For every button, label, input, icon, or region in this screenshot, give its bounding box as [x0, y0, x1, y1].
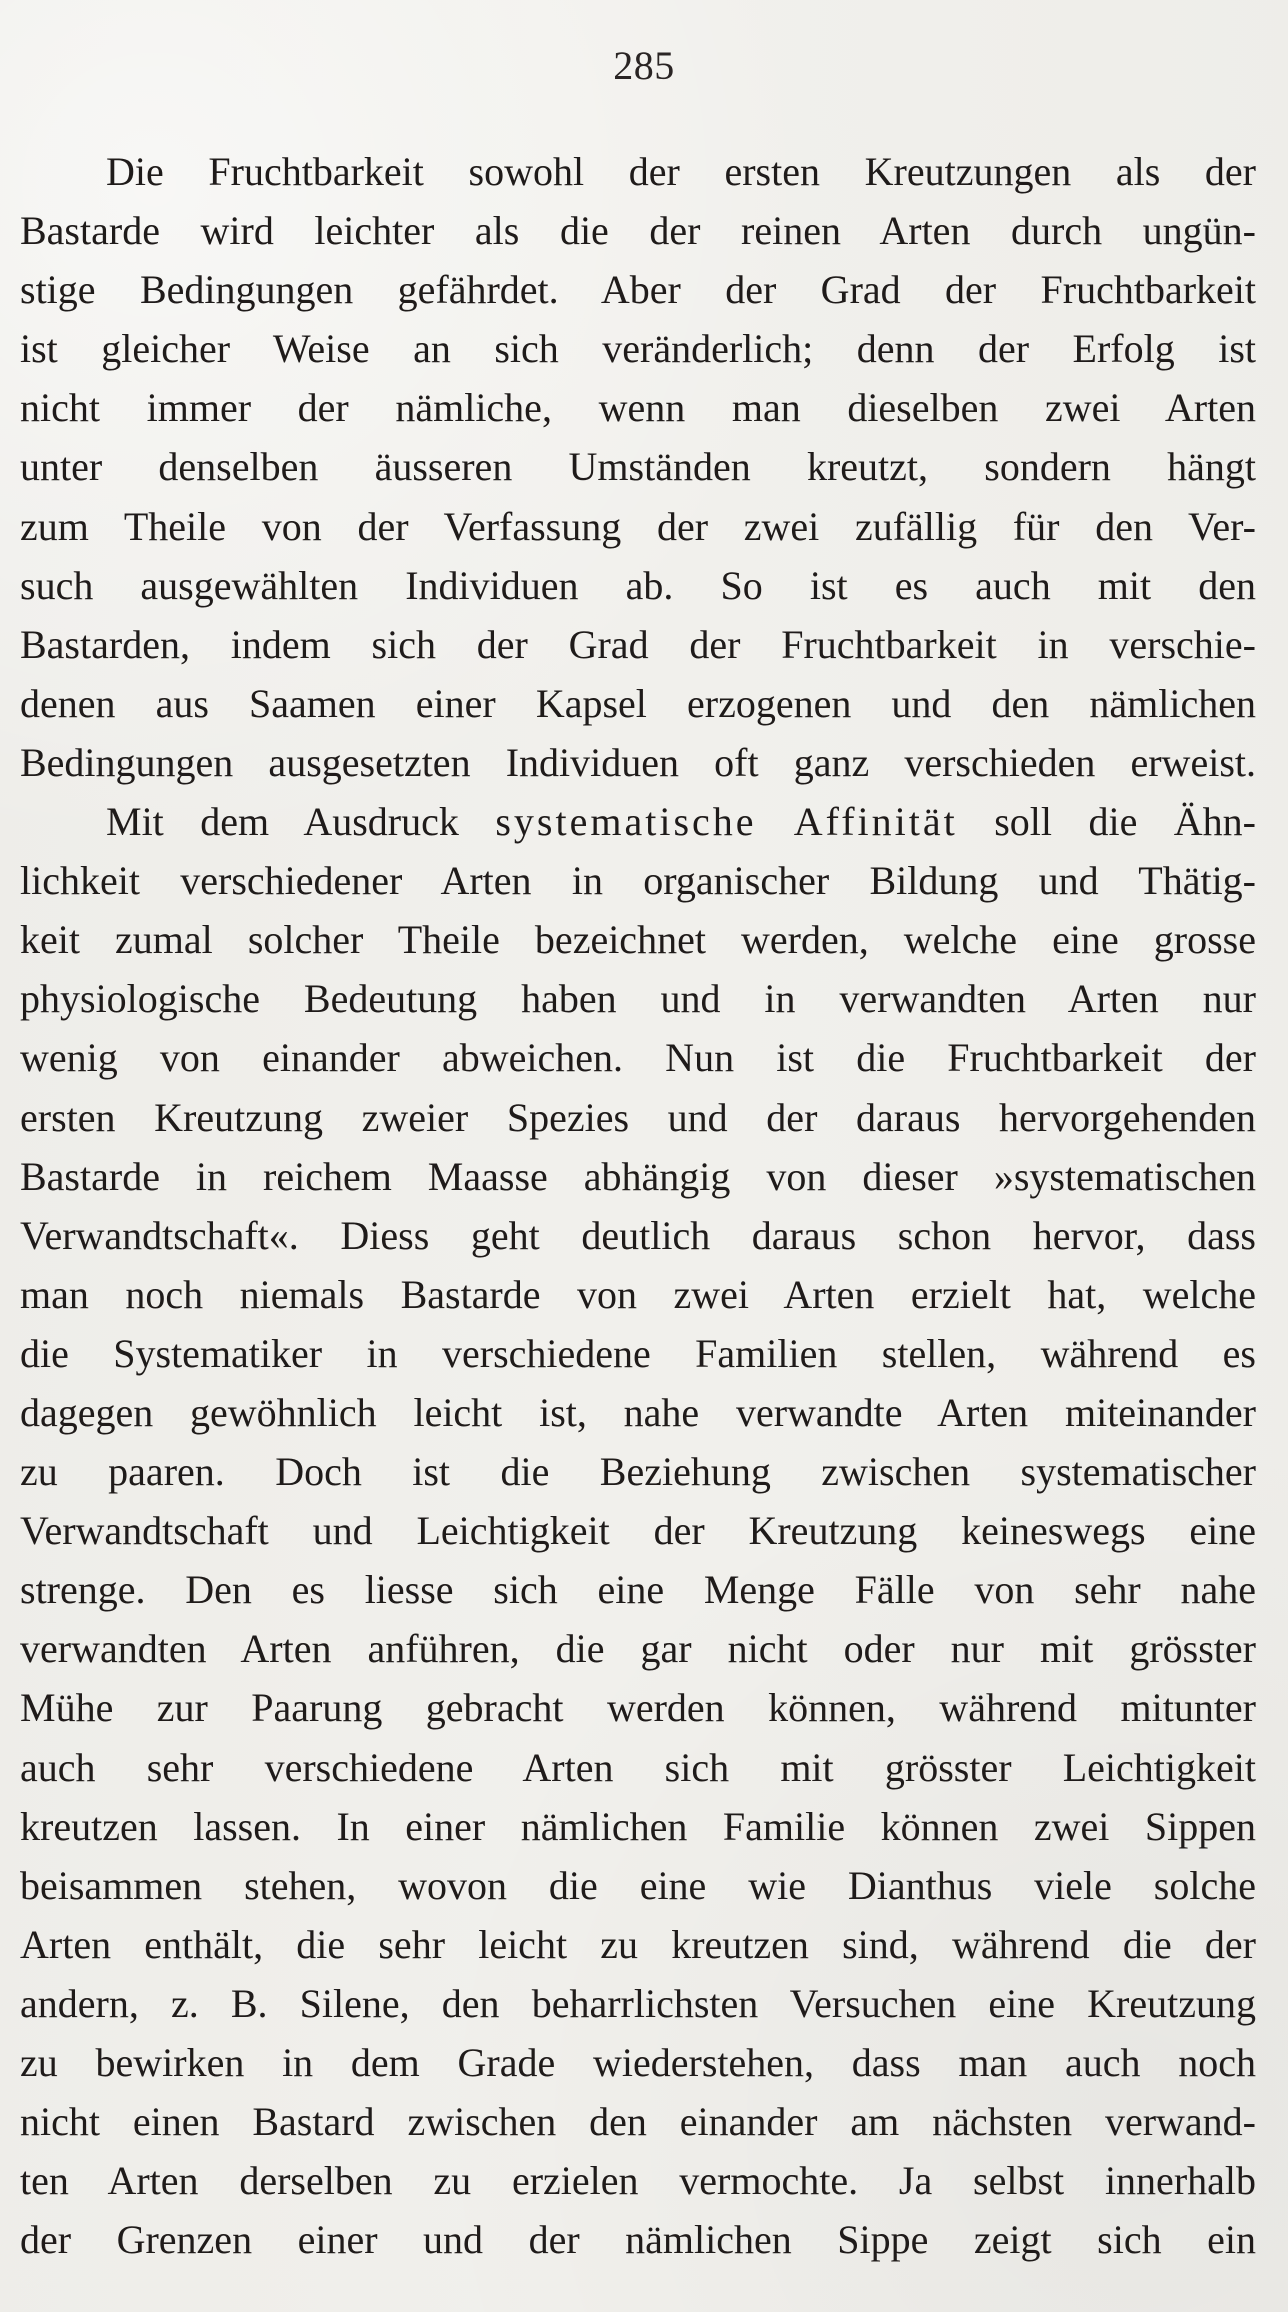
text-line: wenig von einander abweichen. Nun ist die Fruchtbarkeit der — [20, 1035, 1256, 1081]
text-line: Verwandtschaft und Leichtigkeit der Kreutzung keineswegs eine — [20, 1508, 1256, 1554]
text-line: auch sehr verschiedene Arten sich mit grösster Leichtigkeit — [20, 1744, 1256, 1790]
text-line: kreutzen lassen. In einer nämlichen Familie können zwei Sippen — [20, 1803, 1256, 1849]
text-line: andern, z. B. Silene, den beharrlichsten Versuchen eine Kreutzung — [20, 1980, 1256, 2026]
text-line: nicht immer der nämliche, wenn man dieselben zwei Arten — [20, 385, 1256, 431]
text-line: lichkeit verschiedener Arten in organischer Bildung und Thätig- — [20, 858, 1256, 904]
text-line: Mühe zur Paarung gebracht werden können, während mitunter — [20, 1685, 1256, 1731]
text-line: unter denselben äusseren Umständen kreutzt, sondern hängt — [20, 444, 1256, 490]
text-line: Bastarde in reichem Maasse abhängig von dieser »systematischen — [20, 1153, 1256, 1199]
spaced-term: systematische Affinität — [495, 799, 958, 845]
text-line: Bastarden, indem sich der Grad der Fruchtbarkeit in verschie- — [20, 621, 1256, 667]
text-line: such ausgewählten Individuen ab. So ist es auch mit den — [20, 562, 1256, 608]
text-line: physiologische Bedeutung haben und in verwandten Arten nur — [20, 976, 1256, 1022]
text-line: ten Arten derselben zu erzielen vermochte. Ja selbst innerhalb — [20, 2158, 1256, 2204]
body-text — [20, 142, 1256, 2269]
text-line: denen aus Saamen einer Kapsel erzogenen und den nämlichen — [20, 680, 1256, 726]
text-line: keit zumal solcher Theile bezeichnet werden, welche eine grosse — [20, 917, 1256, 963]
text-line: zu bewirken in dem Grade wiederstehen, dass man auch noch — [20, 2040, 1256, 2085]
line-prefix: Mit dem Ausdruck — [106, 799, 496, 845]
page-number: 285 — [613, 43, 675, 88]
line-suffix: soll die Ähn- — [957, 799, 1256, 845]
text-line: die Systematiker in verschiedene Familien stellen, während es — [20, 1330, 1256, 1376]
text-line: dagegen gewöhnlich leicht ist, nahe verwandte Arten miteinander — [20, 1389, 1256, 1435]
text-line: Bedingungen ausgesetzten Individuen oft ganz verschieden erweist. — [20, 739, 1256, 785]
text-line: man noch niemals Bastarde von zwei Arten erzielt hat, welche — [20, 1271, 1256, 1317]
text-line: beisammen stehen, wovon die eine wie Dianthus viele solche — [20, 1862, 1256, 1908]
text-line: Bastarde wird leichter als die der reinen Arten durch ungün- — [20, 208, 1256, 254]
text-line: nicht einen Bastard zwischen den einander am nächsten verwand- — [20, 2099, 1256, 2145]
text-line: verwandten Arten anführen, die gar nicht oder nur mit grösster — [20, 1626, 1256, 1672]
text-line: ersten Kreutzung zweier Spezies und der daraus hervorgehenden — [20, 1094, 1256, 1140]
text-line: strenge. Den es liesse sich eine Menge Fälle von sehr nahe — [20, 1567, 1256, 1613]
text-line: Arten enthält, die sehr leicht zu kreutzen sind, während die der — [20, 1921, 1256, 1967]
text-line: Die Fruchtbarkeit sowohl der ersten Kreutzungen als der — [106, 149, 1256, 194]
text-line: zum Theile von der Verfassung der zwei zufällig für den Ver- — [20, 503, 1256, 549]
text-line: zu paaren. Doch ist die Beziehung zwischen systematischer — [20, 1449, 1256, 1495]
text-line: Verwandtschaft«. Diess geht deutlich daraus schon hervor, dass — [20, 1212, 1256, 1258]
text-line: ist gleicher Weise an sich veränderlich; denn der Erfolg ist — [20, 326, 1256, 372]
text-line-emphasis — [20, 792, 1256, 851]
text-line: der Grenzen einer und der nämlichen Sippe zeigt sich ein — [20, 2217, 1256, 2263]
text-line: stige Bedingungen gefährdet. Aber der Grad der Fruchtbarkeit — [20, 267, 1256, 313]
